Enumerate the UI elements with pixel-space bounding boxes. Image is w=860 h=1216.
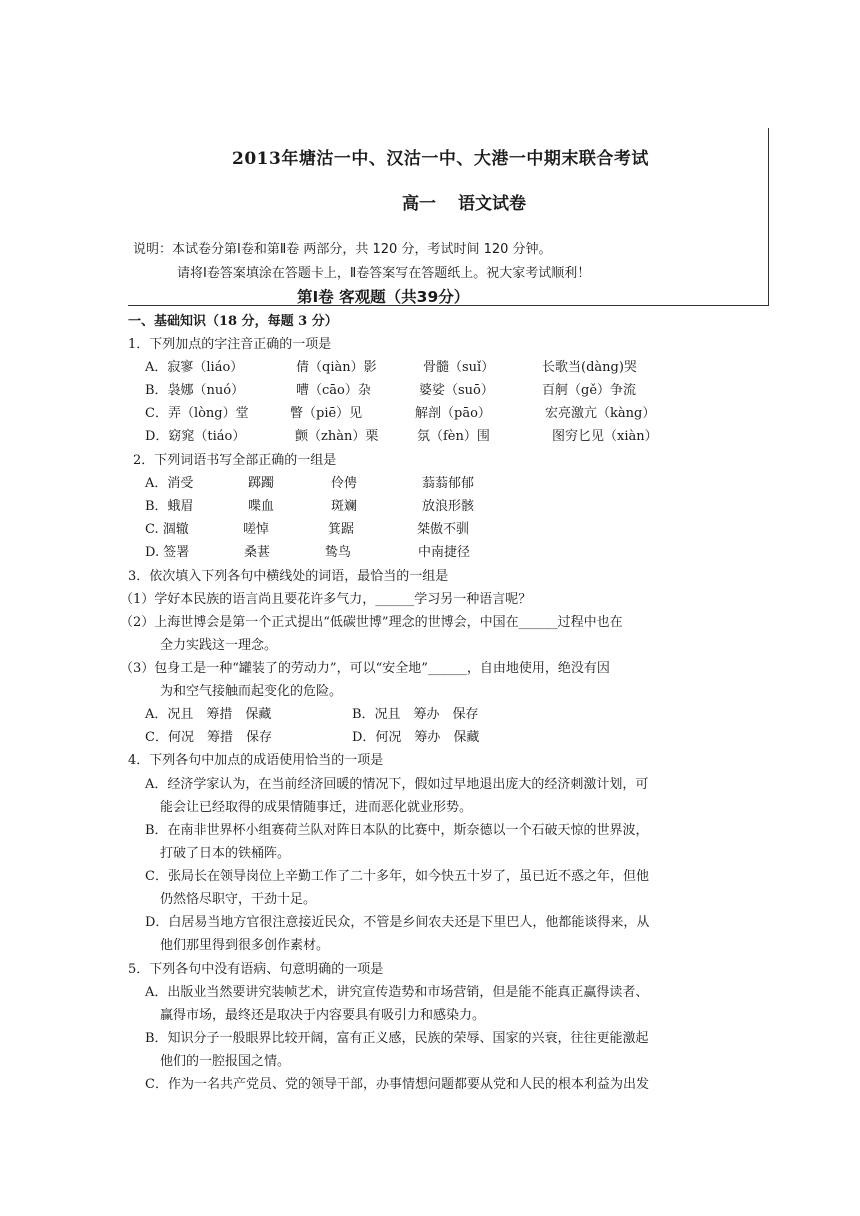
q3-sentence-1: （1）学好本民族的语言尚且要花许多气力，______学习另一种语言呢？ bbox=[120, 592, 532, 607]
q5-option-a: A．出版业当然要讲究装帧艺术，讲究宣传造势和市场营销，但是能不能真正赢得读者、 bbox=[145, 985, 649, 1000]
instructions-line-2: 请将Ⅰ卷答案填涂在答题卡上，Ⅱ卷答案写在答题纸上。祝大家考试顺利！ bbox=[177, 266, 591, 281]
q3-sentence-2: （2）上海世博会是第一个正式提出“低碳世博”理念的世博会，中国在______过程中也在 bbox=[120, 615, 623, 630]
q2-stem: 2．下列词语书写全部正确的一组是 bbox=[133, 453, 337, 468]
part-heading: 一、基础知识（18 分，每题 3 分） bbox=[128, 314, 338, 329]
q4-option-a: A．经济学家认为，在当前经济回暖的情况下，假如过早地退出庞大的经济刺激计划，可 bbox=[145, 777, 649, 792]
q1-cell: 颤（zhàn）栗 bbox=[295, 429, 379, 444]
q3-option-b: B．况且 筹办 保存 bbox=[352, 707, 479, 722]
q2-cell: 中南捷径 bbox=[418, 545, 471, 560]
q3-stem: 3．依次填入下列各句中横线处的词语，最恰当的一组是 bbox=[128, 569, 449, 584]
q1-cell: 解剖（pāo） bbox=[415, 406, 491, 421]
q2-cell: C. 涸辙 bbox=[145, 522, 189, 537]
q5-stem: 5．下列各句中没有语病、句意明确的一项是 bbox=[128, 962, 384, 977]
q4-option-c: C．张局长在领导岗位上辛勤工作了二十多年，如今快五十岁了，虽已近不惑之年，但他 bbox=[145, 869, 649, 884]
q2-cell: B．蛾眉 bbox=[145, 499, 194, 514]
q4-option-b: B．在南非世界杯小组赛荷兰队对阵日本队的比赛中，斯奈德以一个石破天惊的世界波， bbox=[145, 823, 649, 838]
q1-cell: 图穷匕见（xiàn） bbox=[552, 429, 658, 444]
q5-option-c: C．作为一名共产党员、党的领导干部，办事情想问题都要从党和人民的根本利益为出发 bbox=[145, 1077, 649, 1092]
header-vertical-rule bbox=[768, 128, 769, 306]
exam-title: 2013年塘沽一中、汉沽一中、大港一中期末联合考试 bbox=[232, 149, 649, 169]
q3-sentence-2-cont: 全力实践这一理念。 bbox=[160, 638, 278, 653]
q4-option-d: D．白居易当地方官很注意接近民众，不管是乡间农夫还是下里巴人，他都能谈得来，从 bbox=[145, 915, 650, 930]
q1-cell: 百舸（gě）争流 bbox=[542, 383, 637, 398]
exam-subtitle bbox=[402, 189, 526, 214]
grade-label: 高一 bbox=[402, 194, 436, 214]
q1-cell: B．袅娜（nuó） bbox=[145, 383, 245, 398]
q3-sentence-3-cont: 为和空气接触而起变化的危险。 bbox=[160, 684, 343, 699]
q5-option-b-cont: 他们的一腔报国之情。 bbox=[160, 1054, 291, 1069]
q4-option-b-cont: 打破了日本的铁桶阵。 bbox=[160, 846, 291, 861]
q2-cell: 嗟悼 bbox=[243, 522, 270, 537]
q3-option-c: C．何况 筹措 保存 bbox=[145, 730, 272, 745]
q2-cell: A．消受 bbox=[145, 476, 194, 491]
q2-cell: 喋血 bbox=[248, 499, 275, 514]
q2-cell: 伶俜 bbox=[331, 476, 358, 491]
subject-label: 语文试卷 bbox=[458, 194, 526, 214]
q2-cell: 鸷鸟 bbox=[325, 545, 352, 560]
q1-cell: 婆娑（suō） bbox=[419, 383, 494, 398]
q1-cell: 氛（fèn）围 bbox=[417, 429, 490, 444]
q2-cell: 蓊蓊郁郁 bbox=[422, 476, 475, 491]
q1-cell: 倩（qiàn）影 bbox=[296, 360, 377, 375]
q2-cell: 箕踞 bbox=[328, 522, 355, 537]
q5-option-b: B．知识分子一般眼界比较开阔，富有正义感，民族的荣辱、国家的兴衰，往往更能激起 bbox=[145, 1031, 649, 1046]
q1-cell: A．寂寥（liáo） bbox=[145, 360, 244, 375]
q3-option-a: A．况且 筹措 保藏 bbox=[145, 707, 272, 722]
q4-option-d-cont: 他们那里得到很多创作素材。 bbox=[160, 938, 330, 953]
q4-option-a-cont: 能会让已经取得的成果情随事迁，进而恶化就业形势。 bbox=[160, 800, 473, 815]
q1-cell: 长歌当(dàng)哭 bbox=[542, 360, 637, 375]
q2-cell: 桑葚 bbox=[244, 545, 271, 560]
q2-cell: 桀傲不驯 bbox=[417, 522, 470, 537]
q3-sentence-3: （3）包身工是一种“罐装了的劳动力”，可以“安全地”______，自由地使用，绝没有因 bbox=[120, 661, 610, 676]
q1-cell: D．窈窕（tiáo） bbox=[145, 429, 246, 444]
q1-cell: 嘈（cāo）杂 bbox=[296, 383, 371, 398]
q1-cell: C．弄（lòng）堂 bbox=[145, 406, 249, 421]
q1-cell: 瞥（piē）见 bbox=[290, 406, 363, 421]
instructions-line-1: 说明：本试卷分第Ⅰ卷和第Ⅱ卷 两部分，共 120 分，考试时间 120 分钟。 bbox=[133, 242, 552, 257]
q1-stem: 1．下列加点的字注音正确的一项是 bbox=[128, 337, 332, 352]
q4-option-c-cont: 仍然恪尽职守，干劲十足。 bbox=[160, 892, 317, 907]
q2-cell: 踯躅 bbox=[248, 476, 275, 491]
q2-cell: 斑斓 bbox=[331, 499, 358, 514]
q2-cell: D. 签署 bbox=[145, 545, 190, 560]
section-title: 第Ⅰ卷 客观题（共39分） bbox=[297, 288, 470, 306]
q5-option-a-cont: 赢得市场，最终还是取决于内容要具有吸引力和感染力。 bbox=[160, 1008, 486, 1023]
q2-cell: 放浪形骸 bbox=[422, 499, 475, 514]
q1-cell: 骨髓（suǐ） bbox=[423, 360, 495, 375]
q3-option-d: D．何况 筹办 保藏 bbox=[352, 730, 480, 745]
q4-stem: 4．下列各句中加点的成语使用恰当的一项是 bbox=[128, 753, 384, 768]
q1-cell: 宏亮激亢（kàng） bbox=[545, 406, 656, 421]
